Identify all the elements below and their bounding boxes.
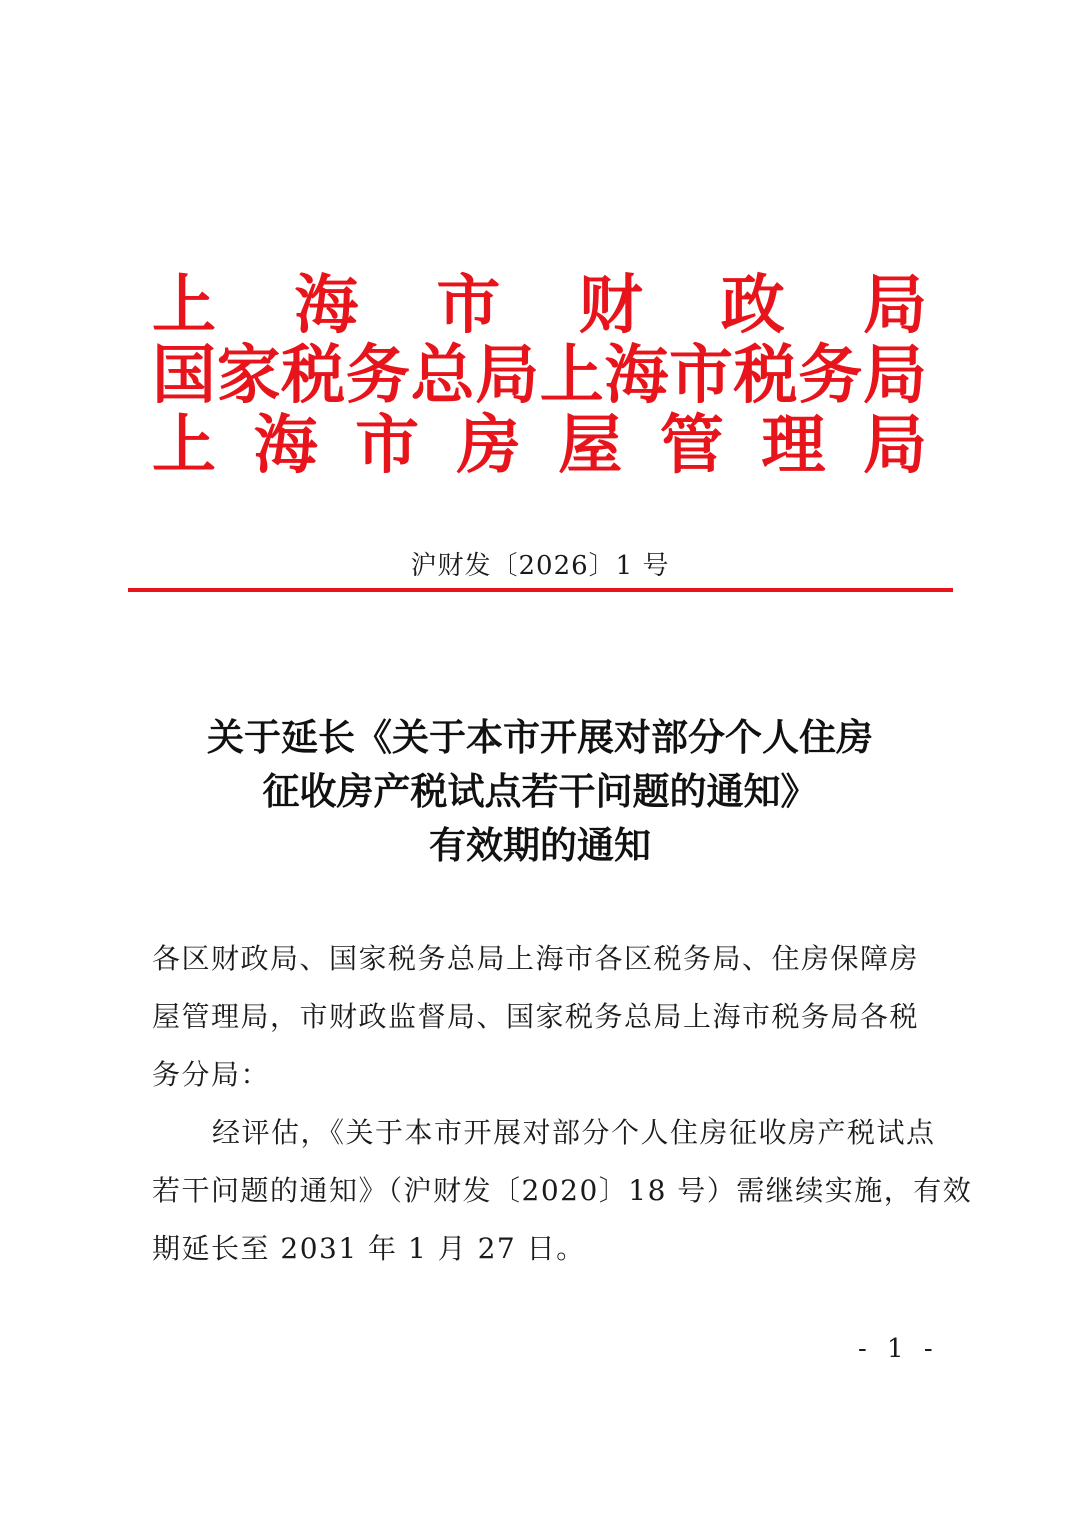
issuer-char: 财 bbox=[578, 269, 643, 343]
red-divider bbox=[128, 588, 953, 592]
issuer-char: 税 bbox=[281, 339, 346, 413]
issuer-char: 市 bbox=[669, 339, 733, 413]
addressee-line: 务分局： bbox=[152, 1058, 271, 1091]
issuer-char: 屋 bbox=[558, 409, 623, 483]
page-number: - 1 - bbox=[858, 1334, 939, 1364]
issuer-char: 局 bbox=[862, 339, 927, 413]
issuer-char: 上 bbox=[152, 269, 216, 343]
issuer-char: 国 bbox=[152, 339, 216, 413]
issuer-char: 海 bbox=[604, 339, 669, 413]
paragraph-line: 期延长至 2031 年 1 月 27 日。 bbox=[152, 1232, 586, 1265]
notice-title bbox=[120, 710, 960, 872]
title-line: 有效期的通知 bbox=[429, 823, 651, 867]
issuer-char: 总 bbox=[410, 339, 475, 413]
issuing-authorities bbox=[152, 269, 927, 483]
issuer-char: 务 bbox=[798, 339, 863, 413]
issuer-char: 上 bbox=[152, 409, 216, 483]
document-number: 沪财发〔2026〕1 号 bbox=[410, 551, 670, 581]
addressee-line: 各区财政局、国家税务总局上海市各区税务局、住房保障房 bbox=[152, 942, 920, 975]
paragraph-line: 经评估，《关于本市开展对部分个人住房征收房产税试点 bbox=[212, 1116, 936, 1149]
issuer-char: 局 bbox=[862, 269, 927, 343]
issuer-char: 政 bbox=[720, 269, 785, 343]
issuer-char: 税 bbox=[733, 339, 798, 413]
paragraph-line: 若干问题的通知》（沪财发〔2020〕18 号）需继续实施，有效 bbox=[152, 1174, 973, 1207]
issuer-char: 海 bbox=[253, 409, 318, 483]
title-line: 关于延长《关于本市开展对部分个人住房 bbox=[207, 715, 873, 759]
addressee-line: 屋管理局，市财政监督局、国家税务总局上海市税务局各税 bbox=[152, 1000, 920, 1033]
issuer-char: 理 bbox=[761, 409, 826, 483]
issuer-char: 局 bbox=[475, 339, 540, 413]
issuer-shanghai-finance-bureau bbox=[152, 269, 927, 343]
issuer-char: 管 bbox=[659, 409, 724, 483]
issuer-char: 局 bbox=[862, 409, 927, 483]
issuer-char: 上 bbox=[539, 339, 604, 413]
issuer-char: 市 bbox=[355, 409, 420, 483]
issuer-char: 务 bbox=[345, 339, 410, 413]
issuer-char: 房 bbox=[456, 409, 521, 483]
issuer-char: 海 bbox=[294, 269, 359, 343]
issuer-shanghai-housing-bureau bbox=[152, 409, 927, 483]
issuer-char: 家 bbox=[216, 339, 281, 413]
issuer-char: 市 bbox=[436, 269, 501, 343]
title-line: 征收房产税试点若干问题的通知》 bbox=[262, 769, 818, 813]
issuer-state-taxation-shanghai bbox=[152, 339, 927, 413]
notice-body bbox=[152, 930, 973, 1278]
